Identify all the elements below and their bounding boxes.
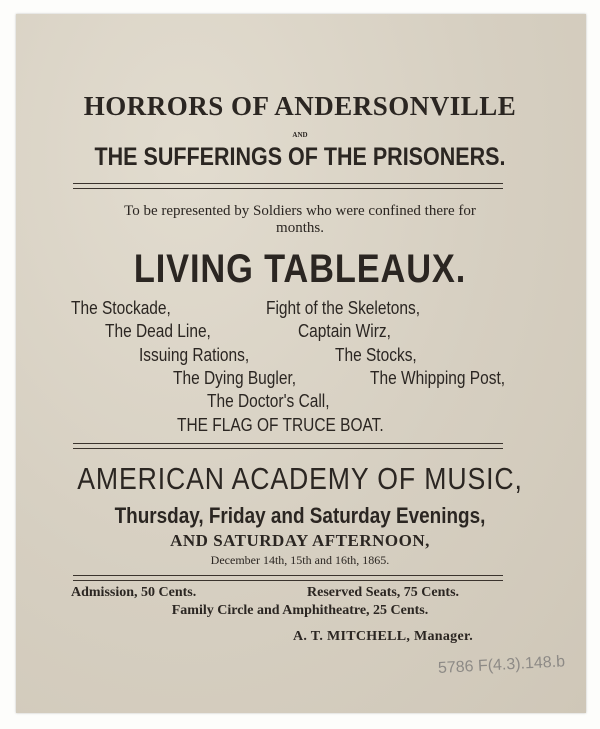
venue: AMERICAN ACADEMY OF MUSIC, [77, 461, 523, 496]
scene-issuing-rations: Issuing Rations, [139, 345, 250, 365]
scene-dying-bugler: The Dying Bugler, [173, 368, 297, 388]
divider-rule [73, 183, 503, 189]
scene-doctors-call: The Doctor's Call, [207, 391, 330, 411]
divider-rule [73, 575, 503, 581]
scene-dead-line: The Dead Line, [105, 321, 211, 341]
performance-afternoon: AND SATURDAY AFTERNOON, [170, 531, 430, 550]
scene-flag-of-truce-boat: THE FLAG OF TRUCE BOAT. [177, 415, 384, 435]
intro-line-2: months. [276, 220, 324, 236]
archive-handwritten-note: 5786 F(4.3).148.b [437, 653, 566, 677]
scene-stocks: The Stocks, [335, 345, 417, 365]
scene-captain-wirz: Captain Wirz, [298, 321, 391, 341]
admission-price: Admission, 50 Cents. [71, 585, 197, 600]
headline: LIVING TABLEAUX. [133, 247, 467, 291]
divider-rule [73, 443, 503, 449]
conjunction: AND [292, 131, 308, 139]
poster-title: HORRORS OF ANDERSONVILLE [83, 91, 517, 121]
poster-subtitle: THE SUFFERINGS OF THE PRISONERS. [94, 143, 506, 171]
manager-credit: A. T. MITCHELL, Manager. [293, 629, 474, 644]
scene-fight-of-the-skeletons: Fight of the Skeletons, [266, 298, 421, 318]
scene-whipping-post: The Whipping Post, [370, 368, 506, 388]
performance-evenings: Thursday, Friday and Saturday Evenings, [114, 503, 486, 528]
performance-dates: December 14th, 15th and 16th, 1865. [210, 553, 390, 567]
scene-stockade: The Stockade, [71, 298, 171, 318]
reserved-seats-price: Reserved Seats, 75 Cents. [307, 585, 460, 600]
family-circle-price: Family Circle and Amphitheatre, 25 Cents. [171, 603, 429, 618]
intro-line-1: To be represented by Soldiers who were confined there for [124, 203, 476, 219]
